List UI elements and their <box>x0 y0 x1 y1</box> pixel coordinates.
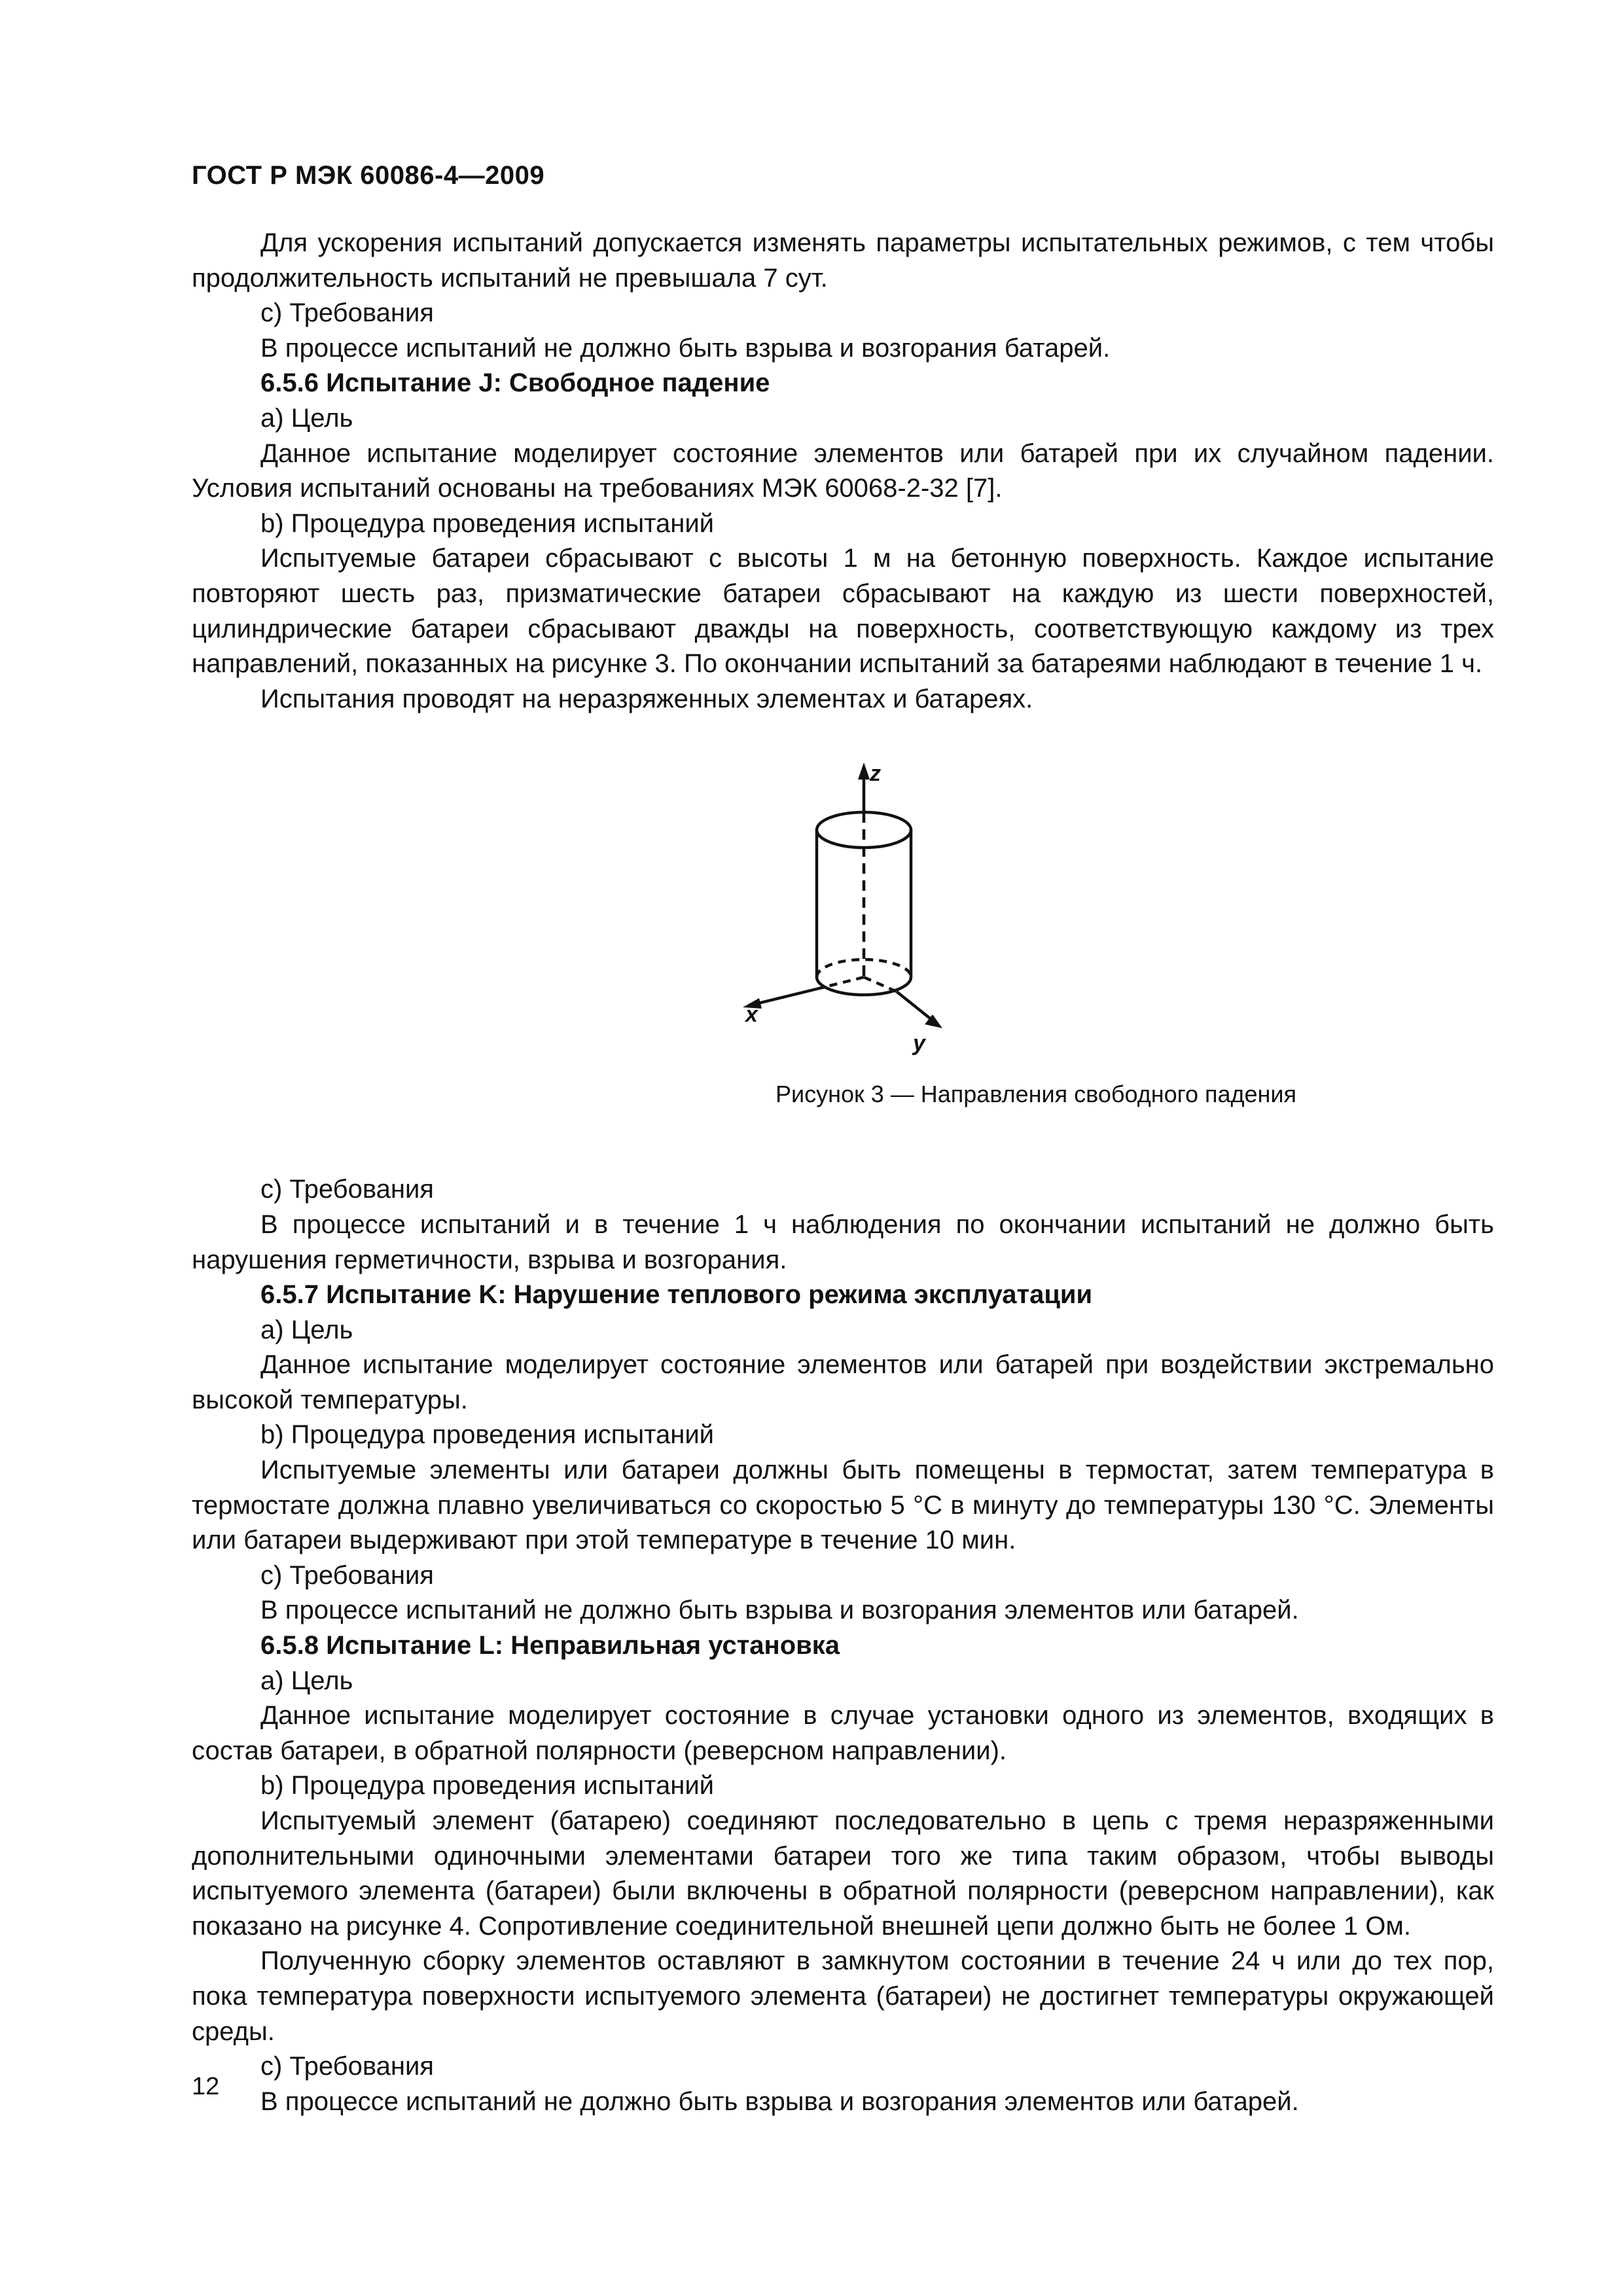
z-axis <box>858 762 870 977</box>
paragraph: Для ускорения испытаний допускается изменять параметры испытательных режимов, с тем чтобы продолжительность испытаний не превышала 7 сут. <box>192 228 1494 293</box>
axis-label-x: x <box>745 1002 758 1028</box>
section-heading: 6.5.8 Испытание L: Неправильная установка <box>260 1631 840 1660</box>
figure-caption: Рисунок 3 — Направления свободного падения <box>775 1081 1297 1108</box>
paragraphs-top <box>192 226 1494 717</box>
paragraph: b) Процедура проведения испытаний <box>260 1420 715 1450</box>
paragraph: Данное испытание моделирует состояние элементов или батарей при их случайном падении. Условия испытаний основаны на требованиях МЭК 60068-2-32 [7]. <box>192 439 1494 503</box>
paragraph: Испытуемые батареи сбрасывают с высоты 1 м на бетонную поверхность. Каждое испытание повторяют шесть раз, призматические батареи сбрасывают на каждую из шести поверхностей, цилиндрические батареи сбрасывают дважды на поверхность, соответствующую каждому из трех направлений, показанных на рисунке 3. По окончании испытаний за батареями наблюдают в течение 1 ч. <box>192 544 1494 679</box>
paragraph: В процессе испытаний не должно быть взрыва и возгорания батарей. <box>260 333 1111 363</box>
paragraph: а) Цель <box>260 1666 353 1695</box>
document-body <box>192 226 1494 2119</box>
paragraph: а) Цель <box>260 403 353 433</box>
document-header: ГОСТ Р МЭК 60086-4—2009 <box>192 161 545 190</box>
paragraph: Испытуемые элементы или батареи должны быть помещены в термостат, затем температура в термостате должна плавно увеличиваться со скоростью 5 °С в минуту до температуры 130 °С. Элементы или батареи выдерживают при этой температуре в течение 10 мин. <box>192 1456 1494 1555</box>
paragraph: В процессе испытаний и в течение 1 ч наблюдения по окончании испытаний не должно быть нарушения герметичности, взрыва и возгорания. <box>192 1210 1494 1274</box>
paragraph: Данное испытание моделирует состояние в случае установки одного из элементов, входящих в состав батареи, в обратной полярности (реверсном направлении). <box>192 1701 1494 1765</box>
y-axis <box>864 977 942 1028</box>
paragraph: b) Процедура проведения испытаний <box>260 1771 715 1801</box>
section-heading: 6.5.7 Испытание K: Нарушение теплового режима эксплуатации <box>260 1280 1093 1310</box>
paragraph: В процессе испытаний не должно быть взрыва и возгорания элементов или батарей. <box>260 2087 1299 2116</box>
paragraph: с) Требования <box>260 1175 434 1204</box>
page-number: 12 <box>192 2073 220 2100</box>
paragraph: Испытуемый элемент (батарею) соединяют последовательно в цепь с тремя неразряженными дополнительными одиночными элементами батареи того же типа таким образом, чтобы выводы испытуемого элемента (батареи) были включены в обратной полярности (реверсном направлении), как показано на рисунке 4. Сопротивление соединительной внешней цепи должно быть не более 1 Ом. <box>192 1806 1494 1941</box>
paragraphs-bottom <box>192 1172 1494 2119</box>
axis-label-z: z <box>870 761 881 787</box>
paragraph: с) Требования <box>260 1560 434 1590</box>
paragraph: Испытания проводят на неразряженных элементах и батареях. <box>260 684 1033 713</box>
section-heading: 6.5.6 Испытание J: Свободное падение <box>260 368 770 398</box>
figure-3 <box>192 717 1494 1172</box>
axis-label-y: y <box>913 1031 925 1056</box>
paragraph: Данное испытание моделирует состояние элементов или батарей при воздействии экстремально высокой температуры. <box>192 1350 1494 1414</box>
paragraph: b) Процедура проведения испытаний <box>260 509 715 538</box>
paragraph: а) Цель <box>260 1315 353 1344</box>
paragraph: В процессе испытаний не должно быть взрыва и возгорания элементов или батарей. <box>260 1596 1299 1625</box>
paragraph: с) Требования <box>260 298 434 328</box>
paragraph: Полученную сборку элементов оставляют в замкнутом состоянии в течение 24 ч или до тех пор, пока температура поверхности испытуемого элемента (батареи) не достигнет температуры окружающей среды. <box>192 1946 1494 2046</box>
paragraph: с) Требования <box>260 2052 434 2081</box>
